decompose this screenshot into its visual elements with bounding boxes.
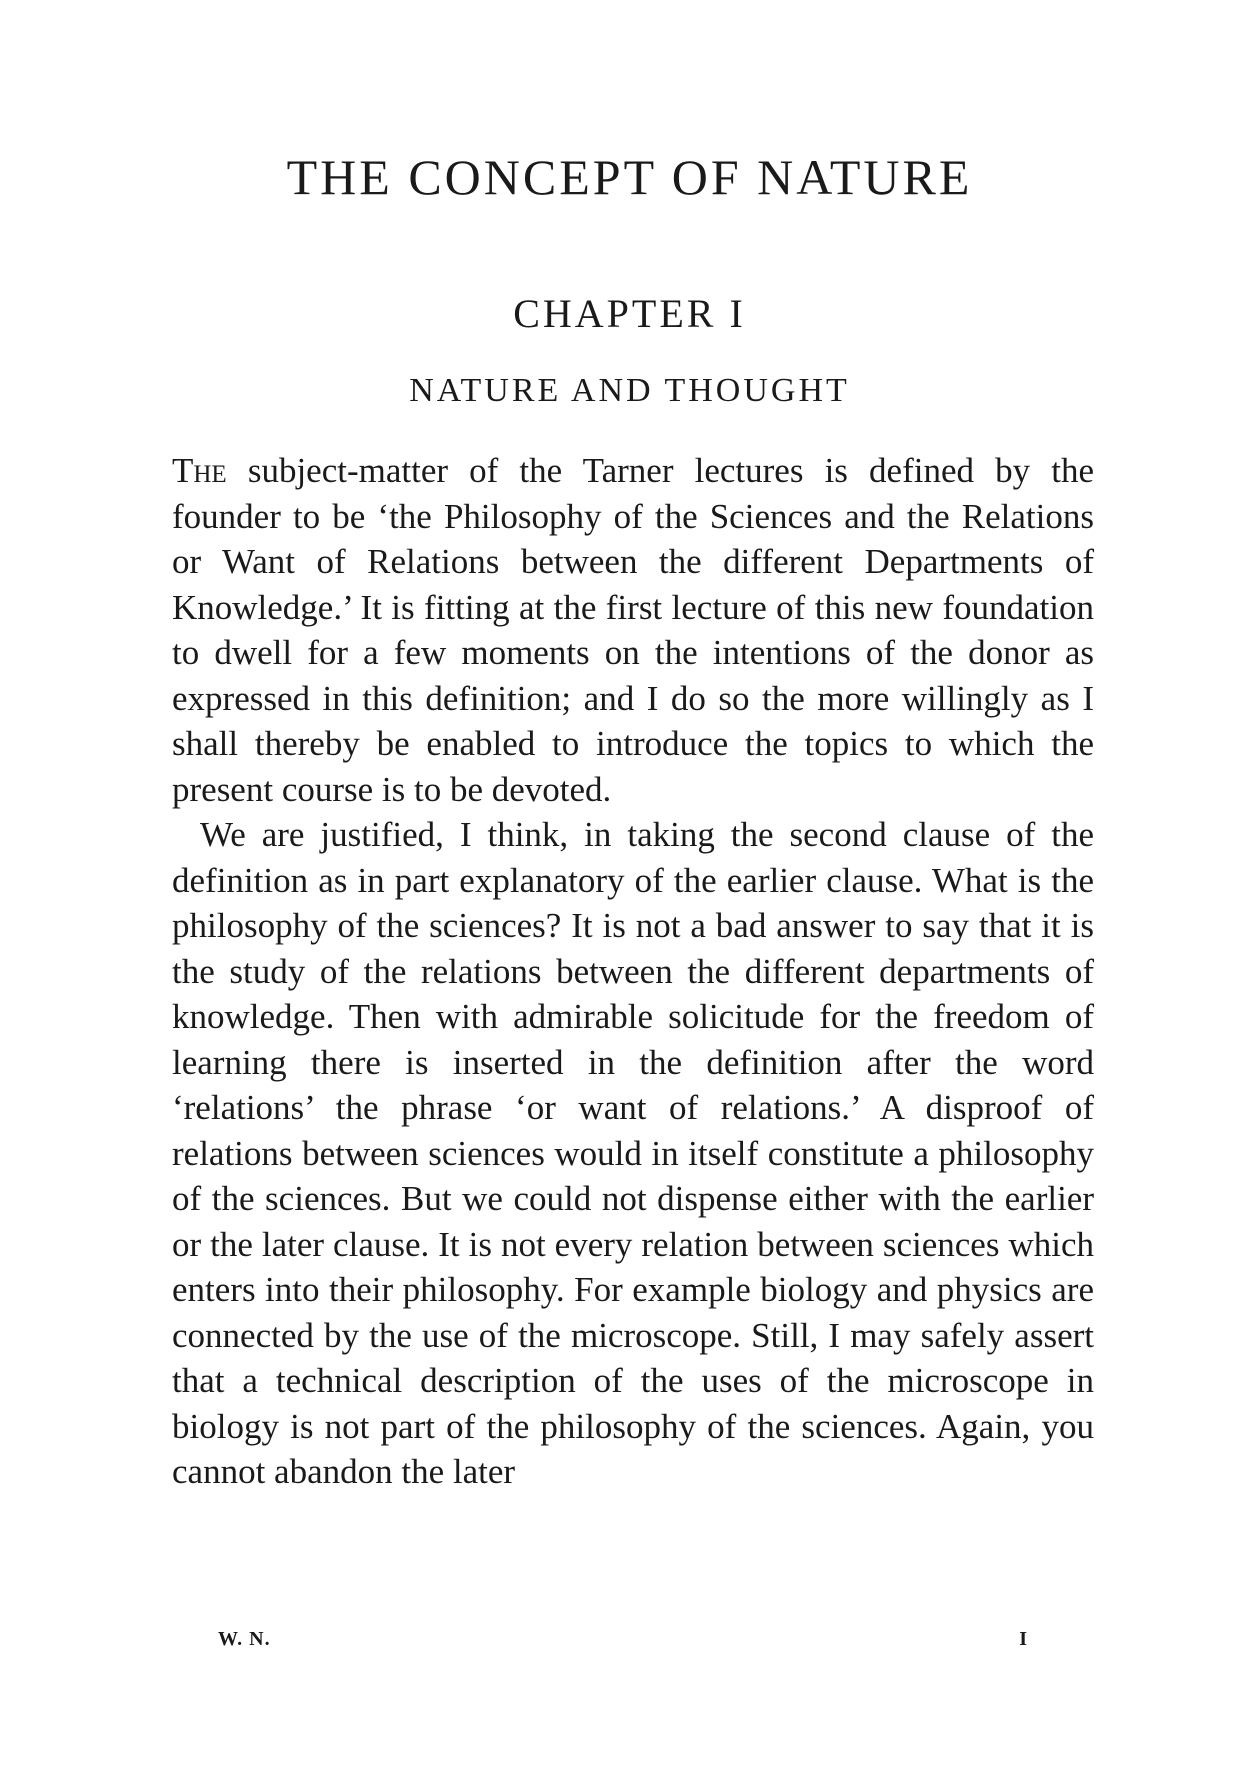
signature-mark: W. N. [218, 1628, 271, 1650]
paragraph-text: We are justified, I think, in taking the second clause of the definition as in part explanatory of the earlier clause. What is the philosophy of the sciences? It is not a bad answer to say that it is the study of the relations between the different departments of knowledge. Then with admirable solicitude for the freedom of learning there is inserted in the definition after the word ‘relations’ the phrase ‘or want of relations.’ A disproof of relations between sciences would in itself constitute a philosophy of the sciences. But we could not dispense either with the earlier or the later clause. It is not every relation between sciences which enters into their philosophy. For example biology and physics are connected by the use of the microscope. Still, I may safely assert that a technical description of the uses of the microscope in biology is not part of the philosophy of the sciences. Again, you cannot abandon the later [172, 815, 1094, 1491]
paragraph [172, 448, 1094, 812]
chapter-title: NATURE AND THOUGHT [409, 372, 850, 409]
paragraph-lead-word: The [172, 451, 227, 490]
body-text [172, 448, 1094, 1495]
chapter-number: CHAPTER I [513, 291, 746, 336]
book-title: THE CONCEPT OF NATURE [286, 149, 973, 205]
paragraph [172, 812, 1094, 1495]
page-number: I [1019, 1628, 1028, 1650]
paragraph-text: subject-matter of the Tarner lectures is defined by the founder to be ‘the Philosophy of the Sciences and the Relations or Want of Relations between the different Departments of Knowledge.’ It is fitting at the first lecture of this new foundation to dwell for a few moments on the intentions of the donor as expressed in this definition; and I do so the more willingly as I shall thereby be enabled to introduce the topics to which the present course is to be devoted. [172, 451, 1094, 809]
